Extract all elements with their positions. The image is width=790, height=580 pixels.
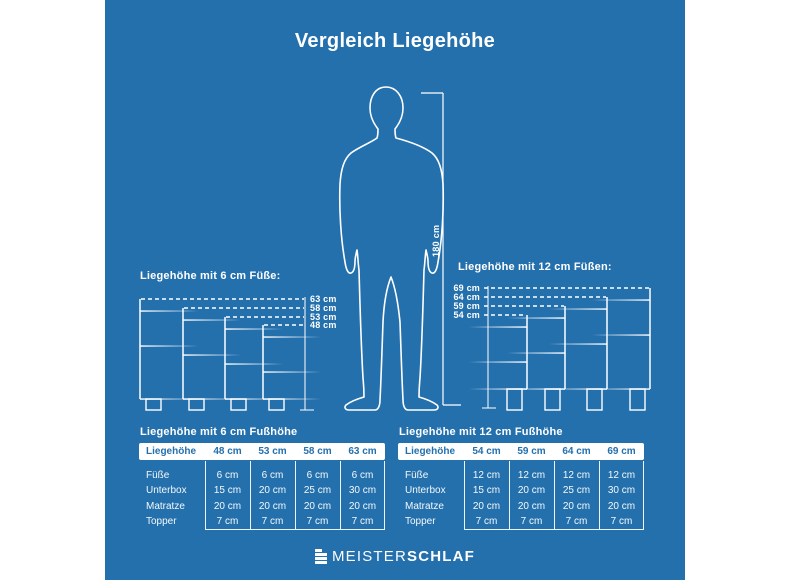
table-12cm bbox=[398, 426, 644, 536]
table-cell: 7 cm bbox=[306, 515, 329, 527]
column-separator bbox=[250, 461, 251, 529]
table-cell: 7 cm bbox=[351, 515, 374, 527]
table-cell: 12 cm bbox=[517, 470, 546, 481]
table-cell: 15 cm bbox=[472, 485, 501, 497]
row-label: Füße bbox=[405, 470, 429, 481]
table-header-cell: 53 cm bbox=[258, 446, 287, 457]
brand-name bbox=[332, 548, 475, 565]
leader-lines-6cm bbox=[141, 299, 304, 325]
table-body bbox=[139, 461, 385, 529]
table-cell: 7 cm bbox=[216, 515, 239, 527]
table-cell: 7 cm bbox=[520, 515, 543, 527]
bed-height-label: 54 cm bbox=[453, 310, 480, 320]
row-label: Topper bbox=[146, 515, 177, 527]
table-bottom-line bbox=[205, 529, 385, 530]
row-label: Matratze bbox=[405, 500, 444, 512]
person-outline bbox=[340, 87, 444, 410]
heading-6cm-feet: Liegehöhe mit 6 cm Füße: bbox=[140, 270, 281, 282]
table-cell: 20 cm bbox=[472, 500, 501, 512]
table-header-cell: 64 cm bbox=[562, 446, 591, 457]
row-label: Unterbox bbox=[405, 485, 446, 497]
brand-name-regular: MEISTER bbox=[331, 548, 408, 565]
table-cell: 20 cm bbox=[258, 485, 287, 497]
bed-feet-12cm bbox=[507, 389, 645, 410]
table-body bbox=[398, 461, 644, 529]
bed-height-label: 59 cm bbox=[453, 301, 480, 311]
column-separator bbox=[554, 461, 555, 529]
brand-name-bold: SCHLAF bbox=[407, 548, 476, 565]
table-cell: 20 cm bbox=[258, 500, 287, 512]
table-cell: 6 cm bbox=[351, 470, 374, 481]
table-6cm bbox=[139, 426, 385, 536]
table-cell: 6 cm bbox=[216, 470, 239, 481]
table-header-row bbox=[398, 443, 644, 460]
table-cell: 7 cm bbox=[610, 515, 633, 527]
table-cell: 20 cm bbox=[562, 500, 591, 512]
mattress-layers-icon bbox=[315, 549, 327, 565]
column-separator bbox=[464, 461, 465, 529]
column-separator bbox=[599, 461, 600, 529]
bed-height-label: 58 cm bbox=[310, 303, 337, 313]
brand-logo bbox=[105, 548, 685, 565]
table-header-row bbox=[139, 443, 385, 460]
leader-lines-12cm bbox=[484, 288, 649, 315]
table-title: Liegehöhe mit 12 cm Fußhöhe bbox=[399, 426, 563, 438]
column-separator bbox=[205, 461, 206, 529]
table-cell: 20 cm bbox=[303, 500, 332, 512]
table-cell: 20 cm bbox=[348, 500, 377, 512]
table-cell: 20 cm bbox=[517, 500, 546, 512]
row-label: Matratze bbox=[146, 500, 185, 512]
table-cell: 15 cm bbox=[213, 485, 242, 497]
table-cell: 6 cm bbox=[261, 470, 284, 481]
table-cell: 30 cm bbox=[348, 485, 377, 497]
table-header-cell: 58 cm bbox=[303, 446, 332, 457]
bed-layer-lines-12cm bbox=[469, 299, 650, 390]
table-cell: 25 cm bbox=[562, 485, 591, 497]
bed-layer-lines-6cm bbox=[140, 310, 321, 400]
table-header-cell: 48 cm bbox=[213, 446, 242, 457]
bed-edges-6cm bbox=[140, 299, 263, 399]
table-cell: 20 cm bbox=[517, 485, 546, 497]
table-header-cell: 69 cm bbox=[607, 446, 636, 457]
table-header-cell: Liegehöhe bbox=[146, 446, 197, 457]
column-separator bbox=[509, 461, 510, 529]
person-height-label: 180 cm bbox=[431, 224, 441, 257]
column-separator bbox=[384, 461, 385, 529]
row-label: Füße bbox=[146, 470, 170, 481]
blue-canvas bbox=[105, 0, 685, 580]
height-measure-line bbox=[421, 93, 461, 405]
bed-height-label: 48 cm bbox=[310, 320, 337, 330]
table-bottom-line bbox=[464, 529, 644, 530]
heading-12cm-feet: Liegehöhe mit 12 cm Füßen: bbox=[458, 261, 612, 273]
table-cell: 20 cm bbox=[607, 500, 636, 512]
table-cell: 6 cm bbox=[306, 470, 329, 481]
bed-feet-6cm bbox=[146, 399, 284, 410]
bed-group-6cm bbox=[140, 294, 337, 410]
bed-height-label: 69 cm bbox=[453, 283, 480, 293]
bed-group-12cm bbox=[453, 283, 650, 410]
table-cell: 12 cm bbox=[607, 470, 636, 481]
table-title: Liegehöhe mit 6 cm Fußhöhe bbox=[140, 426, 298, 438]
column-separator bbox=[643, 461, 644, 529]
column-separator bbox=[340, 461, 341, 529]
table-cell: 12 cm bbox=[472, 470, 501, 481]
table-cell: 7 cm bbox=[565, 515, 588, 527]
table-cell: 7 cm bbox=[261, 515, 284, 527]
bed-height-label: 63 cm bbox=[310, 294, 337, 304]
table-header-cell: Liegehöhe bbox=[405, 446, 456, 457]
column-separator bbox=[295, 461, 296, 529]
table-cell: 20 cm bbox=[213, 500, 242, 512]
row-label: Unterbox bbox=[146, 485, 187, 497]
bed-edges-12cm bbox=[527, 288, 650, 389]
bed-height-label: 64 cm bbox=[453, 292, 480, 302]
table-cell: 25 cm bbox=[303, 485, 332, 497]
page-title: Vergleich Liegehöhe bbox=[294, 30, 496, 52]
table-cell: 30 cm bbox=[607, 485, 636, 497]
table-cell: 7 cm bbox=[475, 515, 498, 527]
table-cell: 12 cm bbox=[562, 470, 591, 481]
table-header-cell: 63 cm bbox=[348, 446, 377, 457]
row-label: Topper bbox=[405, 515, 436, 527]
table-header-cell: 54 cm bbox=[472, 446, 501, 457]
table-header-cell: 59 cm bbox=[517, 446, 546, 457]
bed-height-label: 53 cm bbox=[310, 312, 337, 322]
